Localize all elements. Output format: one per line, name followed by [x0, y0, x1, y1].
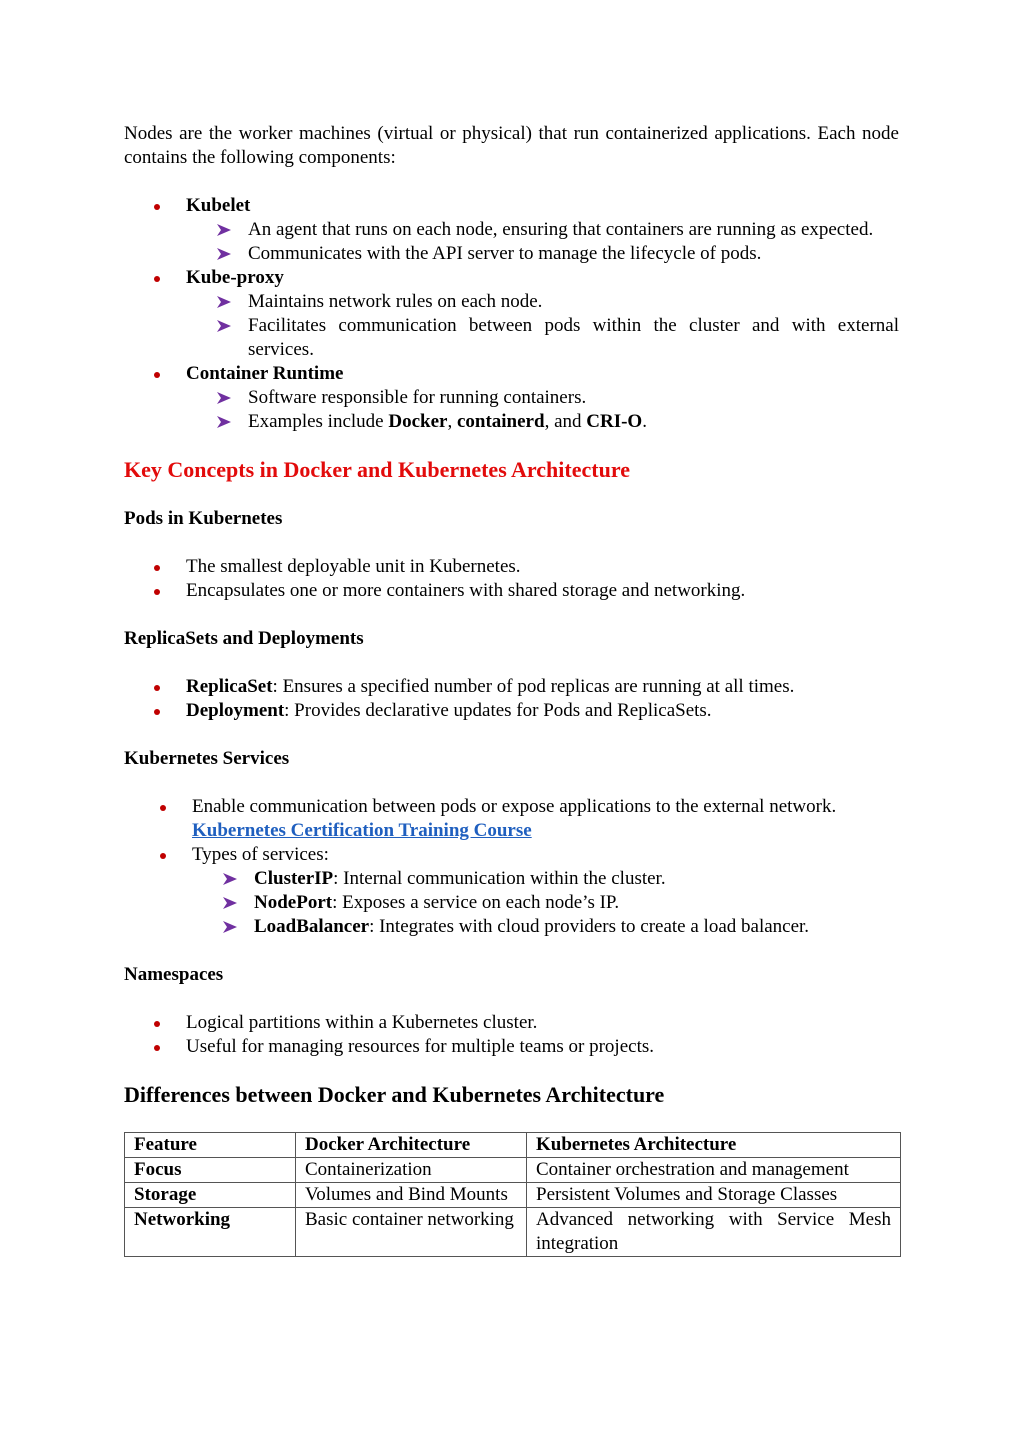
list-item: Logical partitions within a Kubernetes cluster. — [124, 1011, 899, 1035]
component-title-container-runtime: Container Runtime — [186, 363, 344, 384]
list-item: ReplicaSet: Ensures a specified number of pod replicas are running at all times. — [124, 675, 899, 699]
services-heading: Kubernetes Services — [124, 748, 290, 769]
table-row — [125, 1208, 901, 1257]
bullet-dot-icon — [154, 1045, 160, 1051]
comparison-table — [124, 1132, 901, 1257]
arrow-bullet-icon — [223, 897, 237, 909]
list-item: Enable communication between pods or expose applications to the external network. Kubernetes Certification Training Course — [124, 795, 899, 843]
list-item: Useful for managing resources for multiple teams or projects. — [124, 1035, 899, 1059]
list-item — [124, 266, 899, 290]
arrow-bullet-icon — [217, 224, 231, 236]
bullet-dot-icon — [154, 276, 160, 282]
node-components-list — [124, 194, 899, 434]
key-concepts-heading: Key Concepts in Docker and Kubernetes Architecture — [124, 457, 630, 482]
list-item: An agent that runs on each node, ensuring that containers are running as expected. — [124, 218, 899, 242]
table-header: Feature — [125, 1133, 296, 1158]
list-item: ClusterIP: Internal communication within the cluster. — [124, 867, 899, 891]
arrow-bullet-icon — [217, 392, 231, 404]
list-item — [124, 194, 899, 218]
replicasets-list — [124, 675, 899, 723]
intro-paragraph: Nodes are the worker machines (virtual or physical) that run containerized applications. Each node contains the following components: — [124, 123, 899, 168]
pods-list — [124, 555, 899, 603]
list-item — [124, 362, 899, 386]
bullet-dot-icon — [154, 372, 160, 378]
component-title-kubelet: Kubelet — [186, 195, 251, 216]
table-header-row — [125, 1133, 901, 1158]
differences-heading: Differences between Docker and Kubernetes Architecture — [124, 1082, 665, 1107]
replicasets-heading: ReplicaSets and Deployments — [124, 628, 364, 649]
table-cell: Persistent Volumes and Storage Classes — [527, 1183, 901, 1208]
services-list — [124, 795, 899, 939]
table-cell: Focus — [125, 1158, 296, 1183]
list-item: Examples include Docker, containerd, and CRI-O. — [124, 410, 899, 434]
namespaces-list — [124, 1011, 899, 1059]
list-item: The smallest deployable unit in Kubernetes. — [124, 555, 899, 579]
list-item: Facilitates communication between pods within the cluster and with external services. — [124, 314, 899, 362]
table-header: Docker Architecture — [296, 1133, 527, 1158]
table-cell: Advanced networking with Service Mesh integration — [527, 1208, 901, 1257]
table-cell: Container orchestration and management — [527, 1158, 901, 1183]
list-item: LoadBalancer: Integrates with cloud providers to create a load balancer. — [124, 915, 899, 939]
arrow-bullet-icon — [217, 248, 231, 260]
list-item: Deployment: Provides declarative updates for Pods and ReplicaSets. — [124, 699, 899, 723]
table-cell: Storage — [125, 1183, 296, 1208]
page-content — [124, 122, 899, 1257]
namespaces-heading: Namespaces — [124, 964, 224, 985]
table-header: Kubernetes Architecture — [527, 1133, 901, 1158]
bullet-dot-icon — [154, 1021, 160, 1027]
table-cell: Containerization — [296, 1158, 527, 1183]
bullet-dot-icon — [154, 565, 160, 571]
list-item: Communicates with the API server to manage the lifecycle of pods. — [124, 242, 899, 266]
table-cell: Networking — [125, 1208, 296, 1257]
arrow-bullet-icon — [217, 416, 231, 428]
list-item: Encapsulates one or more containers with shared storage and networking. — [124, 579, 899, 603]
list-item: Software responsible for running containers. — [124, 386, 899, 410]
table-cell: Volumes and Bind Mounts — [296, 1183, 527, 1208]
bullet-dot-icon — [160, 805, 166, 811]
list-item: NodePort: Exposes a service on each node’s IP. — [124, 891, 899, 915]
arrow-bullet-icon — [223, 873, 237, 885]
training-course-link[interactable]: Kubernetes Certification Training Course — [192, 820, 532, 841]
bullet-dot-icon — [154, 685, 160, 691]
table-cell: Basic container networking — [296, 1208, 527, 1257]
arrow-bullet-icon — [217, 320, 231, 332]
list-item: Maintains network rules on each node. — [124, 290, 899, 314]
bullet-dot-icon — [154, 589, 160, 595]
pods-heading: Pods in Kubernetes — [124, 508, 283, 529]
component-title-kube-proxy: Kube-proxy — [186, 267, 284, 288]
list-item: Types of services: — [124, 843, 899, 867]
bullet-dot-icon — [160, 853, 166, 859]
bullet-dot-icon — [154, 709, 160, 715]
bullet-dot-icon — [154, 204, 160, 210]
arrow-bullet-icon — [223, 921, 237, 933]
table-row — [125, 1183, 901, 1208]
arrow-bullet-icon — [217, 296, 231, 308]
table-row — [125, 1158, 901, 1183]
